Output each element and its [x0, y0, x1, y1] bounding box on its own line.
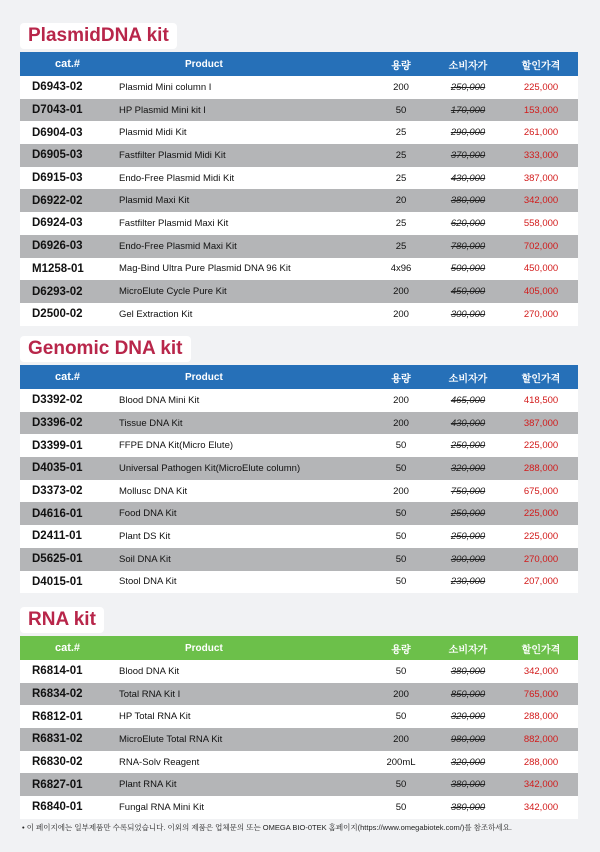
- volume: 50: [395, 665, 407, 677]
- product-name: MicroElute Cycle Pure Kit: [119, 286, 227, 298]
- discount-price: 387,000: [523, 417, 559, 429]
- header-product: Product: [185, 58, 223, 70]
- table-body: [20, 389, 578, 593]
- discount-price: 450,000: [523, 263, 559, 275]
- list-price: 450,000: [450, 286, 486, 298]
- table-row: [20, 412, 578, 435]
- cat-number: D6915-03: [32, 172, 83, 185]
- cat-number: D2411-01: [32, 530, 82, 543]
- product-name: Fungal RNA Mini Kit: [119, 801, 205, 813]
- cat-number: D4015-01: [32, 575, 83, 588]
- cat-number: R6812-01: [32, 710, 83, 723]
- product-name: Mag-Bind Ultra Pure Plasmid DNA 96 Kit: [119, 263, 291, 275]
- cat-number: D6926-03: [32, 240, 83, 253]
- list-price: 250,000: [450, 508, 486, 520]
- table-row: [20, 121, 578, 144]
- section-title: PlasmidDNA kit: [20, 23, 177, 49]
- product-name: Mollusc DNA Kit: [119, 485, 188, 497]
- list-price: 320,000: [450, 711, 486, 723]
- table-row: [20, 480, 578, 503]
- cat-number: D3399-01: [32, 439, 83, 452]
- cat-number: D6905-03: [32, 149, 83, 162]
- product-name: Fastfilter Plasmid Maxi Kit: [119, 217, 229, 229]
- list-price: 620,000: [450, 217, 486, 229]
- product-name: RNA-Solv Reagent: [119, 756, 200, 768]
- table-row: [20, 434, 578, 457]
- cat-number: R6827-01: [32, 778, 83, 791]
- list-price: 980,000: [450, 733, 486, 745]
- header-volume: 용량: [391, 60, 411, 72]
- discount-price: 342,000: [523, 195, 559, 207]
- volume: 50: [395, 801, 407, 813]
- cat-number: D5625-01: [32, 553, 83, 566]
- table-header: [20, 52, 578, 76]
- table-row: [20, 189, 578, 212]
- volume: 50: [395, 508, 407, 520]
- header-cat: cat.#: [54, 642, 81, 654]
- cat-number: R6834-02: [32, 688, 83, 701]
- cat-number: D7043-01: [32, 104, 83, 117]
- volume: 50: [395, 711, 407, 723]
- list-price: 380,000: [450, 195, 486, 207]
- product-name: Blood DNA Kit: [119, 665, 180, 677]
- header-discount-price: 할인가격: [521, 60, 561, 72]
- cat-number: R6814-01: [32, 665, 83, 678]
- volume: 200: [393, 394, 409, 406]
- discount-price: 387,000: [523, 172, 559, 184]
- table-row: [20, 144, 578, 167]
- discount-price: 270,000: [523, 308, 559, 320]
- cat-number: D2500-02: [32, 308, 83, 321]
- list-price: 170,000: [450, 104, 486, 116]
- discount-price: 288,000: [523, 711, 559, 723]
- table-row: [20, 660, 578, 683]
- cat-number: D3373-02: [32, 485, 83, 498]
- product-name: Plasmid Mini column I: [119, 81, 212, 93]
- table-row: [20, 389, 578, 412]
- discount-price: 207,000: [523, 576, 559, 588]
- list-price: 780,000: [450, 240, 486, 252]
- product-name: Plasmid Maxi Kit: [119, 195, 190, 207]
- table-header: [20, 365, 578, 389]
- table-row: [20, 705, 578, 728]
- table-row: [20, 457, 578, 480]
- table-row: [20, 258, 578, 281]
- discount-price: 342,000: [523, 801, 559, 813]
- list-price: 300,000: [450, 308, 486, 320]
- discount-price: 225,000: [523, 530, 559, 542]
- list-price: 430,000: [450, 417, 486, 429]
- header-discount-price: 할인가격: [521, 644, 561, 656]
- volume: 200: [393, 417, 409, 429]
- rna-table: [20, 636, 578, 819]
- header-volume: 용량: [391, 373, 411, 385]
- list-price: 750,000: [450, 485, 486, 497]
- product-name: FFPE DNA Kit(Micro Elute): [119, 440, 234, 452]
- discount-price: 882,000: [523, 733, 559, 745]
- footnote: • 이 페이지에는 일부제품만 수록되었습니다. 이외의 제품은 업체문의 또는 OMEGA BIO-0TEK 홈페이지(https://www.omegabiotek.com/)를 참조하세요.: [22, 823, 512, 832]
- list-price: 465,000: [450, 394, 486, 406]
- discount-price: 418,500: [523, 394, 559, 406]
- discount-price: 675,000: [523, 485, 559, 497]
- cat-number: R6840-01: [32, 801, 83, 814]
- product-name: Tissue DNA Kit: [119, 417, 183, 429]
- section-title: RNA kit: [20, 607, 104, 633]
- list-price: 300,000: [450, 553, 486, 565]
- volume: 200: [393, 308, 409, 320]
- table-row: [20, 280, 578, 303]
- list-price: 290,000: [450, 127, 486, 139]
- table-row: [20, 525, 578, 548]
- volume: 4x96: [390, 263, 412, 275]
- volume: 50: [395, 576, 407, 588]
- volume: 50: [395, 779, 407, 791]
- discount-price: 702,000: [523, 240, 559, 252]
- volume: 200: [393, 286, 409, 298]
- table-header: [20, 636, 578, 660]
- list-price: 250,000: [450, 440, 486, 452]
- product-name: HP Plasmid Mini kit I: [119, 104, 206, 116]
- cat-number: D4616-01: [32, 507, 83, 520]
- list-price: 370,000: [450, 149, 486, 161]
- discount-price: 405,000: [523, 286, 559, 298]
- header-product: Product: [185, 371, 223, 383]
- volume: 25: [395, 149, 407, 161]
- product-name: Fastfilter Plasmid Midi Kit: [119, 149, 226, 161]
- volume: 200: [393, 81, 409, 93]
- cat-number: D4035-01: [32, 462, 83, 475]
- table-row: [20, 99, 578, 122]
- product-name: Plasmid Midi Kit: [119, 127, 187, 139]
- product-name: Plant RNA Kit: [119, 779, 177, 791]
- cat-number: R6831-02: [32, 733, 83, 746]
- genomic-table: [20, 365, 578, 593]
- table-row: [20, 796, 578, 819]
- cat-number: D3396-02: [32, 417, 83, 430]
- volume: 20: [395, 195, 407, 207]
- table-row: [20, 548, 578, 571]
- product-name: Plant DS Kit: [119, 530, 171, 542]
- volume: 50: [395, 530, 407, 542]
- list-price: 380,000: [450, 665, 486, 677]
- list-price: 380,000: [450, 779, 486, 791]
- plasmid-table: [20, 52, 578, 326]
- header-product: Product: [185, 642, 223, 654]
- volume: 25: [395, 172, 407, 184]
- discount-price: 765,000: [523, 688, 559, 700]
- cat-number: D3392-02: [32, 394, 83, 407]
- table-row: [20, 502, 578, 525]
- volume: 25: [395, 240, 407, 252]
- cat-number: D6904-03: [32, 126, 83, 139]
- discount-price: 261,000: [523, 127, 559, 139]
- volume: 25: [395, 217, 407, 229]
- cat-number: M1258-01: [32, 262, 84, 275]
- discount-price: 270,000: [523, 553, 559, 565]
- list-price: 230,000: [450, 576, 486, 588]
- volume: 50: [395, 553, 407, 565]
- product-name: MicroElute Total RNA Kit: [119, 733, 223, 745]
- cat-number: D6293-02: [32, 285, 83, 298]
- product-name: Endo-Free Plasmid Midi Kit: [119, 172, 235, 184]
- discount-price: 288,000: [523, 462, 559, 474]
- table-row: [20, 76, 578, 99]
- product-name: Universal Pathogen Kit(MicroElute column): [119, 462, 301, 474]
- volume: 25: [395, 127, 407, 139]
- header-volume: 용량: [391, 644, 411, 656]
- volume: 50: [395, 104, 407, 116]
- list-price: 250,000: [450, 81, 486, 93]
- header-cat: cat.#: [54, 371, 81, 383]
- product-name: Gel Extraction Kit: [119, 308, 193, 320]
- volume: 50: [395, 440, 407, 452]
- header-cat: cat.#: [54, 58, 81, 70]
- table-row: [20, 167, 578, 190]
- volume: 200: [393, 733, 409, 745]
- cat-number: R6830-02: [32, 756, 83, 769]
- header-discount-price: 할인가격: [521, 373, 561, 385]
- cat-number: D6922-02: [32, 194, 83, 207]
- header-list-price: 소비자가: [448, 644, 488, 656]
- table-body: [20, 76, 578, 326]
- product-name: Endo-Free Plasmid Maxi Kit: [119, 240, 237, 252]
- volume: 200: [393, 688, 409, 700]
- list-price: 850,000: [450, 688, 486, 700]
- table-row: [20, 235, 578, 258]
- section-title: Genomic DNA kit: [20, 336, 191, 362]
- table-row: [20, 728, 578, 751]
- list-price: 250,000: [450, 530, 486, 542]
- discount-price: 288,000: [523, 756, 559, 768]
- discount-price: 342,000: [523, 779, 559, 791]
- list-price: 320,000: [450, 462, 486, 474]
- volume: 200mL: [386, 756, 416, 768]
- discount-price: 558,000: [523, 217, 559, 229]
- table-row: [20, 571, 578, 594]
- discount-price: 153,000: [523, 104, 559, 116]
- discount-price: 225,000: [523, 81, 559, 93]
- product-name: Blood DNA Mini Kit: [119, 394, 200, 406]
- table-row: [20, 212, 578, 235]
- product-name: Soil DNA Kit: [119, 553, 171, 565]
- list-price: 500,000: [450, 263, 486, 275]
- discount-price: 225,000: [523, 508, 559, 520]
- volume: 200: [393, 485, 409, 497]
- product-name: HP Total RNA Kit: [119, 711, 191, 723]
- header-list-price: 소비자가: [448, 373, 488, 385]
- discount-price: 333,000: [523, 149, 559, 161]
- cat-number: D6924-03: [32, 217, 83, 230]
- product-name: Total RNA Kit I: [119, 688, 181, 700]
- cat-number: D6943-02: [32, 81, 83, 94]
- list-price: 380,000: [450, 801, 486, 813]
- header-list-price: 소비자가: [448, 60, 488, 72]
- table-row: [20, 303, 578, 326]
- list-price: 430,000: [450, 172, 486, 184]
- table-row: [20, 751, 578, 774]
- table-row: [20, 773, 578, 796]
- discount-price: 225,000: [523, 440, 559, 452]
- list-price: 320,000: [450, 756, 486, 768]
- volume: 50: [395, 462, 407, 474]
- table-body: [20, 660, 578, 819]
- table-row: [20, 683, 578, 706]
- product-name: Food DNA Kit: [119, 508, 177, 520]
- discount-price: 342,000: [523, 665, 559, 677]
- product-name: Stool DNA Kit: [119, 576, 177, 588]
